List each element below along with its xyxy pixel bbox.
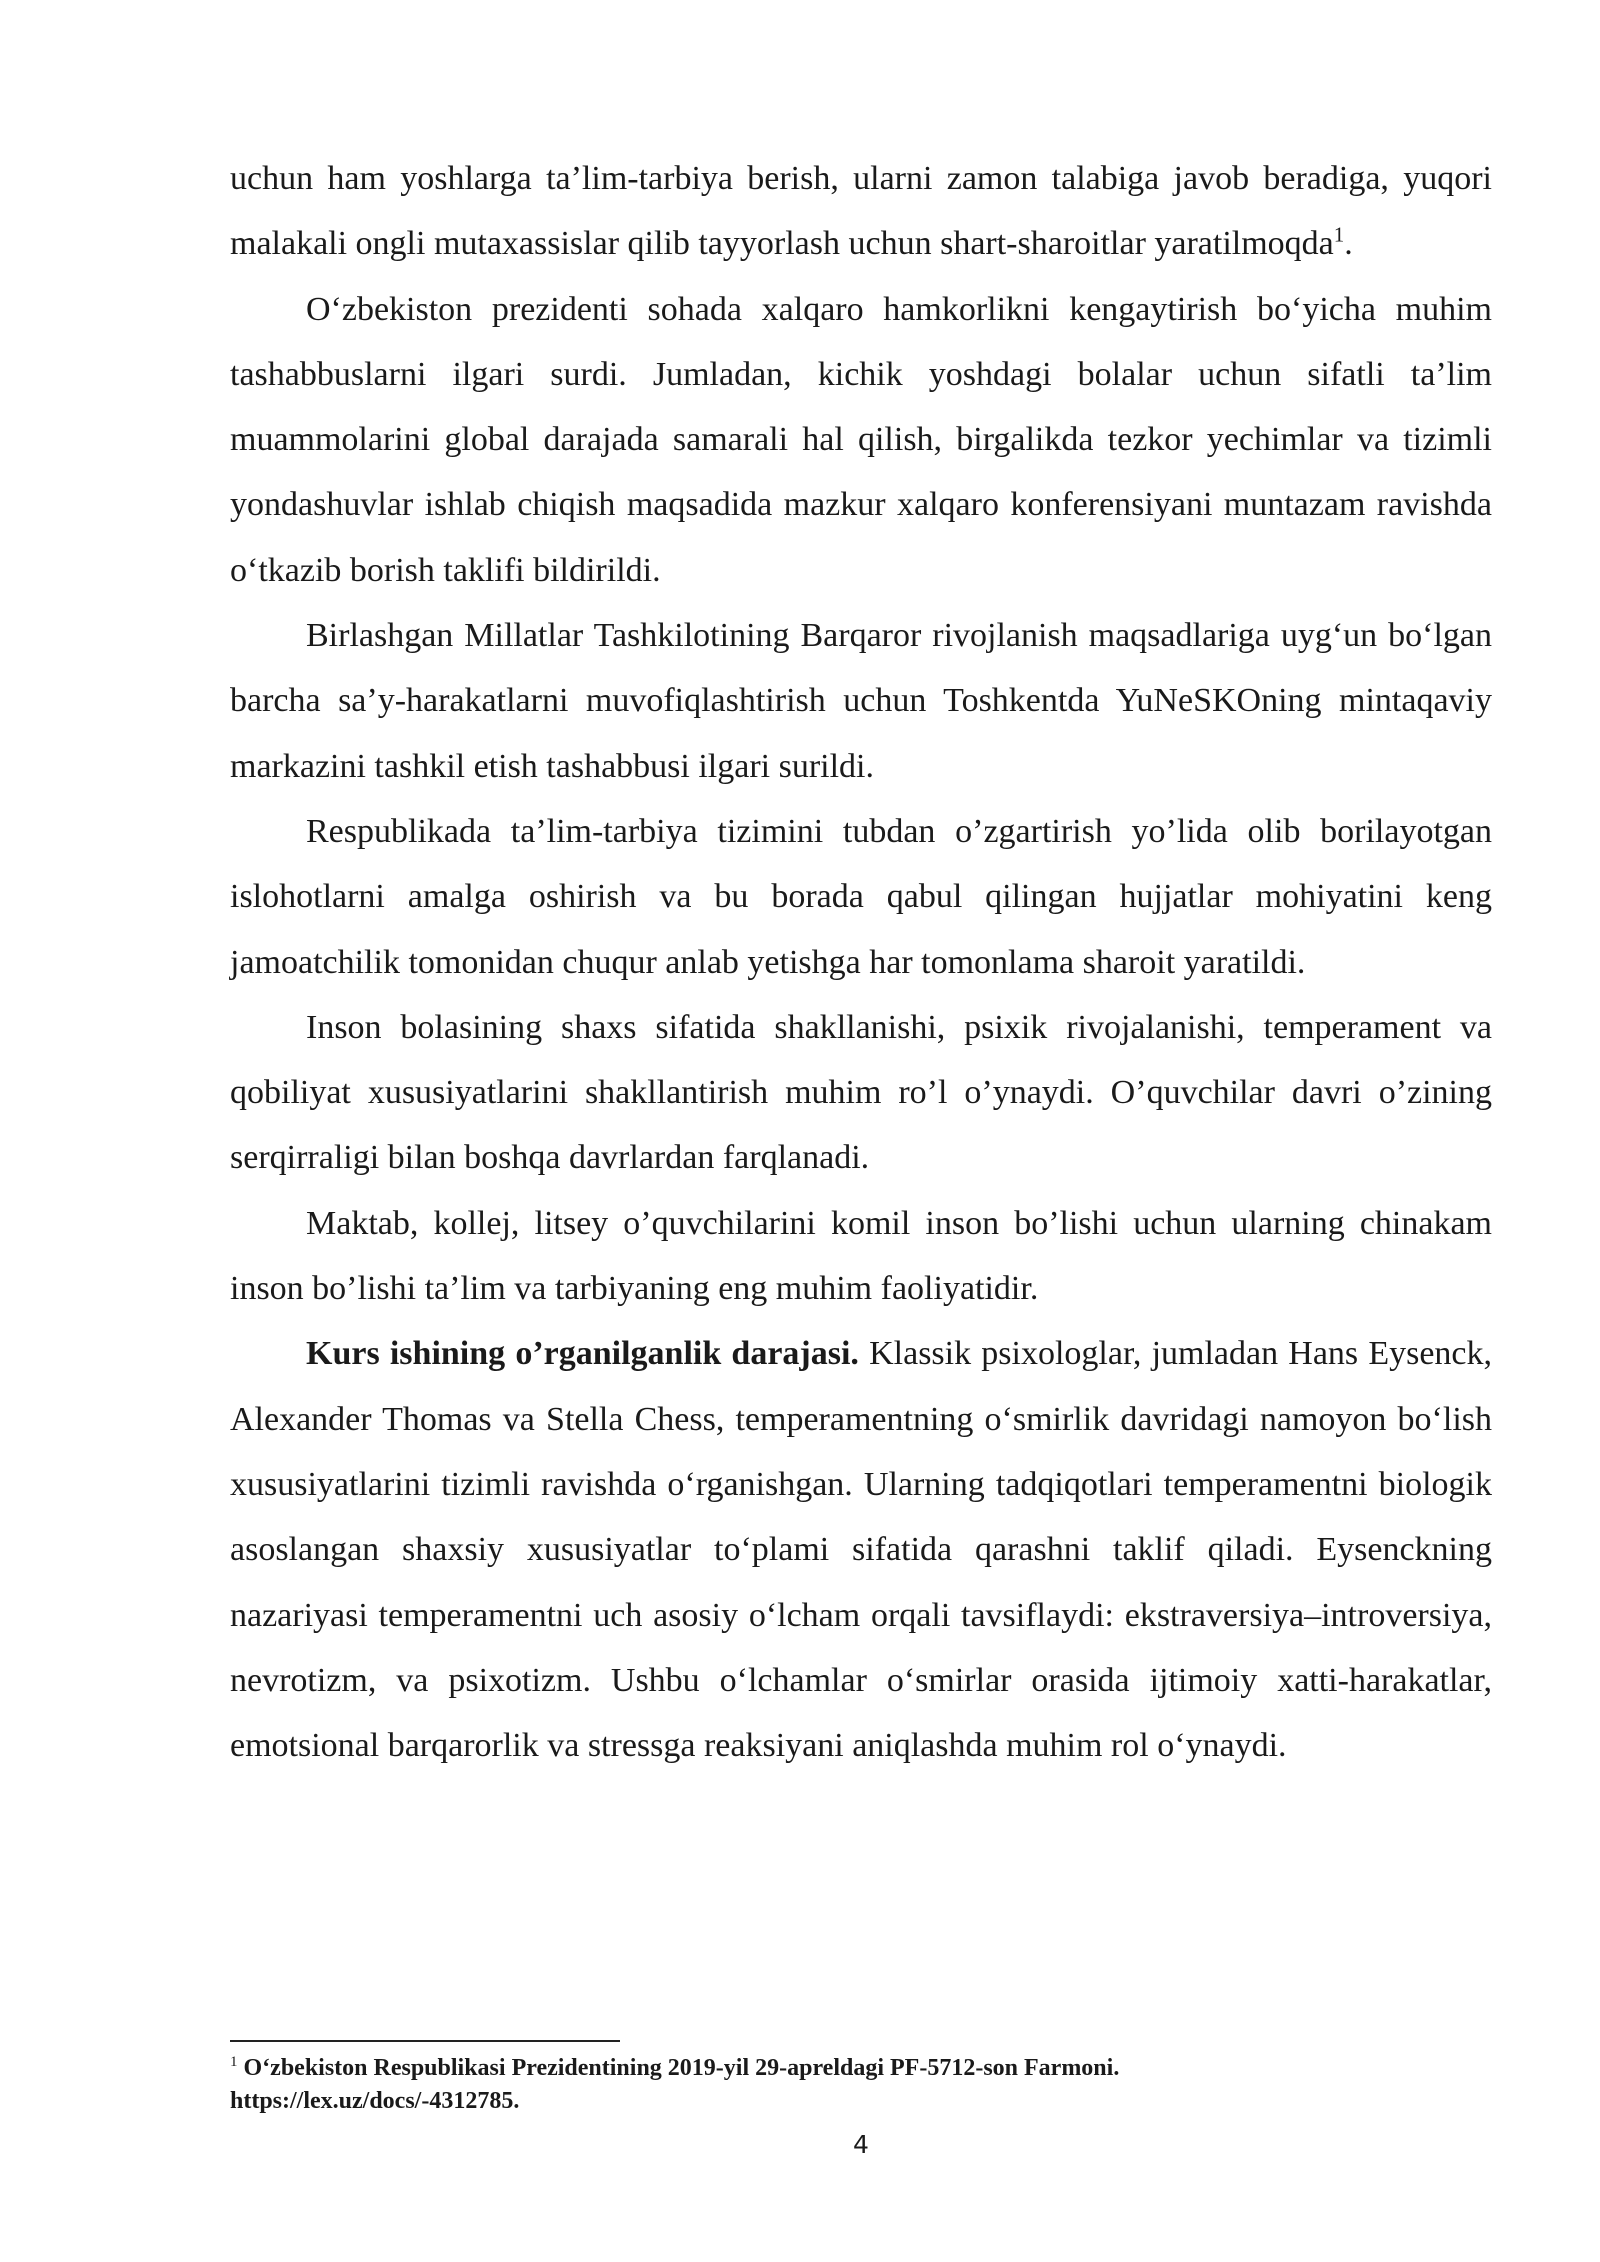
paragraph-2: O‘zbekiston prezidenti sohada xalqaro hamkorlikni kengaytirish bo‘yicha muhim tashabbuslarni ilgari surdi. Jumladan, kichik yoshdagi bolalar uchun sifatli ta’lim muammolarini global darajada samarali hal qilish, birgalikda tezkor yechimlar va tizimli yondashuvlar ishlab chiqish maqsadida mazkur xalqaro konferensiyani muntazam ravishda o‘tkazib borish taklifi bildirildi. <box>230 290 1492 589</box>
paragraph-1-text: uchun ham yoshlarga ta’lim-tarbiya berish, ularni zamon talabiga javob beradiga, yuqori malakali ongli mutaxassislar qilib tayyorlash uchun shart-sharoitlar yaratilmoqda <box>230 160 1492 263</box>
footnote-mark: 1 <box>230 2054 238 2070</box>
footnote-reference[interactable]: 1 <box>1333 222 1345 247</box>
page-number: 4 <box>853 2130 869 2159</box>
section-heading: Kurs ishining o’rganilganlik darajasi. <box>306 1335 859 1373</box>
footnote-url-link[interactable]: https://lex.uz/docs/-4312785. <box>230 2088 520 2114</box>
paragraph-1-tail: . <box>1344 225 1353 263</box>
footnote <box>230 2052 1492 2118</box>
footnote-separator <box>230 2040 620 2042</box>
paragraph-7 <box>230 1321 1492 1778</box>
paragraph-4: Respublikada ta’lim-tarbiya tizimini tubdan o’zgartirish yo’lida olib borilayotgan islohotlarni amalga oshirish va bu borada qabul qilingan hujjatlar mohiyatini keng jamoatchilik tomonidan chuqur anlab yetishga har tomonlama sharoit yaratildi. <box>230 812 1492 981</box>
paragraph-3: Birlashgan Millatlar Tashkilotining Barqaror rivojlanish maqsadlariga uyg‘un bo‘lgan barcha sa’y-harakatlarni muvofiqlashtirish uchun Toshkentda YuNeSKOning mintaqaviy markazini tashkil etish tashabbusi ilgari surildi. <box>230 617 1492 785</box>
paragraph-5: Inson bolasining shaxs sifatida shakllanishi, psixik rivojalanishi, temperament va qobiliyat xususiyatlarini shakllantirish muhim ro’l o’ynaydi. O’quvchilar davri o’zining serqirraligi bilan boshqa davrlardan farqlanadi. <box>230 1008 1492 1177</box>
footnote-line-1: O‘zbekiston Respublikasi Prezidentining 2019-yil 29-apreldagi PF-5712-son Farmoni. <box>243 2055 1120 2081</box>
paragraph-1 <box>230 146 1492 277</box>
paragraph-6: Maktab, kollej, litsey o’quvchilarini komil inson bo’lishi uchun ularning chinakam inson bo’lishi ta’lim va tarbiyaning eng muhim faoliyatidir. <box>230 1204 1492 1308</box>
paragraph-7-text: Klassik psixologlar, jumladan Hans Eysenck, Alexander Thomas va Stella Chess, temperamentning o‘smirlik davridagi namoyon bo‘lish xususiyatlarini tizimli ravishda o‘rganishgan. Ularning tadqiqotlari temperamentni biologik asoslangan shaxsiy xususiyatlar to‘plami sifatida qarashni taklif qiladi. Eysenckning nazariyasi temperamentni uch asosiy o‘lcham orqali tavsiflaydi: ekstraversiya–introversiya, nevrotizm, va psixotizm. Ushbu o‘lchamlar o‘smirlar orasida ijtimoiy xatti-harakatlar, emotsional barqarorlik va stressga reaksiyani aniqlashda muhim rol o‘ynaydi. <box>230 1335 1493 1765</box>
page-body <box>230 146 1492 1778</box>
